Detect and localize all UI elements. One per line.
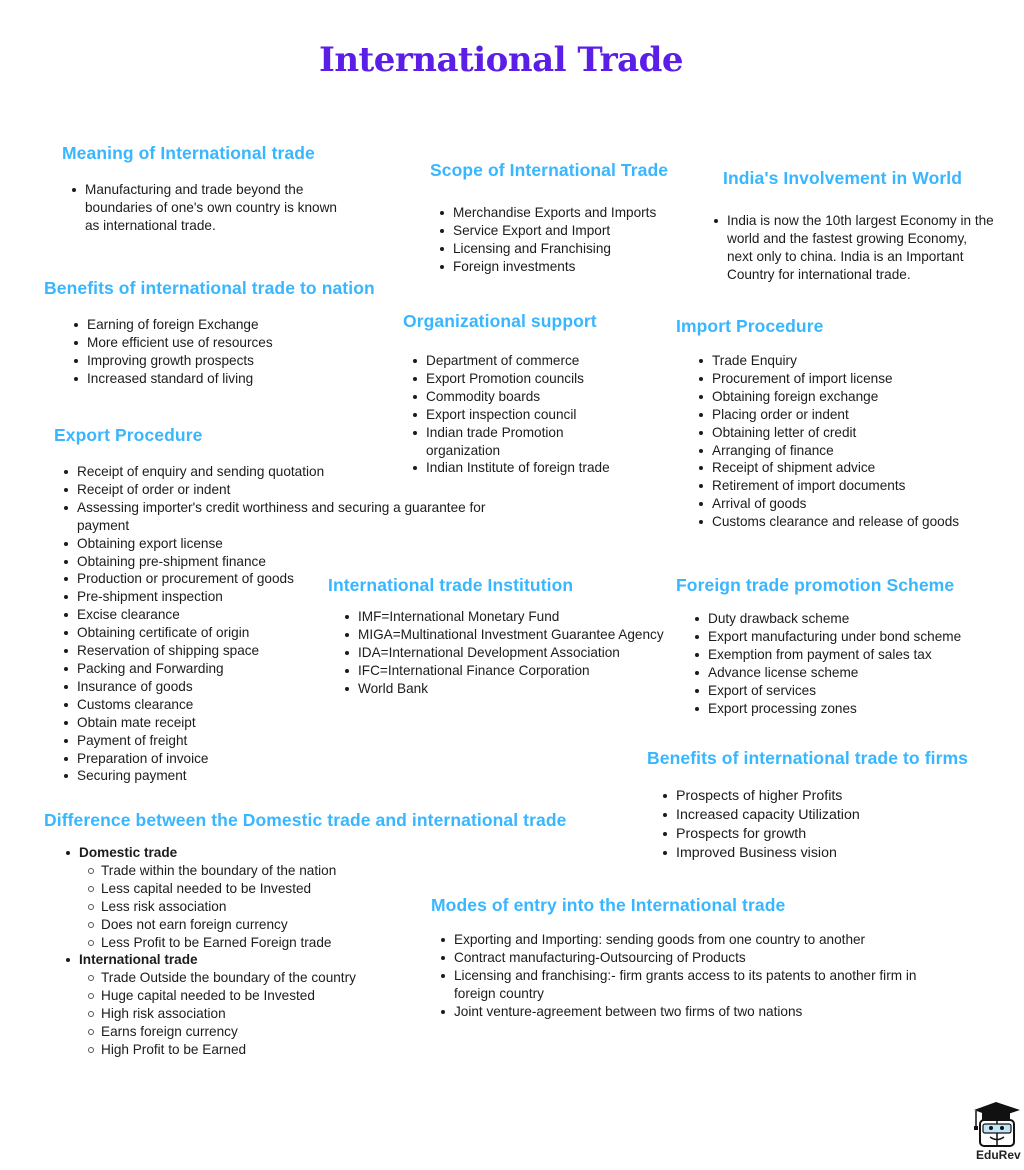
bullet-list: [699, 352, 1006, 531]
bullet-list: [441, 931, 931, 1021]
list-item: Increased standard of living: [74, 370, 404, 388]
bullet-list: [345, 608, 678, 698]
list-item: IFC=International Finance Corporation: [345, 662, 678, 680]
section-heading: Difference between the Domestic trade and international trade: [44, 810, 567, 830]
list-item: High risk association: [88, 1005, 604, 1023]
list-item: Manufacturing and trade beyond the boundaries of one's own country is known as international trade.: [72, 181, 347, 235]
list-item: Placing order or indent: [699, 406, 1006, 424]
list-item: Does not earn foreign currency: [88, 916, 604, 934]
section-heading: Scope of International Trade: [430, 160, 669, 180]
section-india-involvement: [723, 168, 1013, 284]
bullet-list: [663, 787, 1007, 863]
list-item: MIGA=Multinational Investment Guarantee Agency: [345, 626, 678, 644]
list-item: Indian trade Promotion organization: [413, 424, 596, 460]
list-item: Arrival of goods: [699, 495, 1006, 513]
list-item: Duty drawback scheme: [695, 610, 1006, 628]
bullet-list: [695, 610, 1006, 717]
list-item: Advance license scheme: [695, 664, 1006, 682]
list-item: Huge capital needed to be Invested: [88, 987, 604, 1005]
list-item: Increased capacity Utilization: [663, 806, 1007, 825]
bullet-list: [72, 181, 347, 235]
list-item: Joint venture-agreement between two firms of two nations: [441, 1003, 931, 1021]
section-import-procedure: [676, 316, 1006, 531]
list-item: Less risk association: [88, 898, 604, 916]
list-item: Export manufacturing under bond scheme: [695, 628, 1006, 646]
list-item: Securing payment: [64, 767, 504, 785]
list-item: Customs clearance: [64, 696, 504, 714]
section-heading: International trade Institution: [328, 575, 574, 595]
list-item: Improving growth prospects: [74, 352, 404, 370]
list-item: Exemption from payment of sales tax: [695, 646, 1006, 664]
list-item: Obtain mate receipt: [64, 714, 504, 732]
list-item: Less Profit to be Earned Foreign trade: [88, 934, 604, 952]
bullet-list: [74, 316, 404, 388]
list-item: Payment of freight: [64, 732, 504, 750]
list-item: Export processing zones: [695, 700, 1006, 718]
page-title: International Trade: [318, 40, 684, 80]
list-item: Export of services: [695, 682, 1006, 700]
list-item: Licensing and franchising:- firm grants access to its patents to another firm in foreign country: [441, 967, 919, 1003]
list-item: Preparation of invoice: [64, 750, 504, 768]
section-scope: [430, 160, 710, 276]
edurev-logo-text: EduRev: [976, 1148, 1021, 1162]
list-item: Obtaining letter of credit: [699, 424, 1006, 442]
list-item: Earns foreign currency: [88, 1023, 604, 1041]
list-item: Merchandise Exports and Imports: [440, 204, 710, 222]
group-label-domestic: Domestic trade: [66, 844, 604, 862]
section-heading: Organizational support: [403, 311, 597, 331]
list-item: More efficient use of resources: [74, 334, 404, 352]
section-heading: India's Involvement in World: [723, 168, 963, 188]
section-benefits-nation: [44, 278, 404, 388]
list-item: High Profit to be Earned: [88, 1041, 604, 1059]
section-heading: Export Procedure: [54, 425, 203, 445]
list-item: Obtaining pre-shipment finance: [64, 553, 504, 571]
section-heading: Import Procedure: [676, 316, 824, 336]
list-item: IMF=International Monetary Fund: [345, 608, 678, 626]
section-heading: Benefits of international trade to firms: [647, 748, 968, 768]
list-item: Prospects for growth: [663, 825, 1007, 844]
list-item: Trade within the boundary of the nation: [88, 862, 604, 880]
bullet-list: [440, 204, 710, 276]
list-item: Obtaining foreign exchange: [699, 388, 1006, 406]
list-item: Less capital needed to be Invested: [88, 880, 604, 898]
section-heading: Benefits of international trade to nation: [44, 278, 375, 298]
section-modes-of-entry: [431, 895, 931, 1021]
list-item: Commodity boards: [413, 388, 643, 406]
list-item: Obtaining certificate of origin: [64, 624, 504, 642]
list-item: Indian Institute of foreign trade: [413, 459, 643, 477]
list-item: Procurement of import license: [699, 370, 1006, 388]
list-item: Assessing importer's credit worthiness and securing a guarantee for payment: [64, 499, 504, 535]
list-item: Receipt of shipment advice: [699, 459, 1006, 477]
list-item: Export inspection council: [413, 406, 643, 424]
list-item: Trade Enquiry: [699, 352, 1006, 370]
bullet-list: [714, 212, 994, 284]
list-item: IDA=International Development Association: [345, 644, 678, 662]
section-promotion-scheme: [676, 575, 1006, 717]
group-label-international: International trade: [66, 951, 604, 969]
list-item: Export Promotion councils: [413, 370, 643, 388]
list-item: Receipt of enquiry and sending quotation: [64, 463, 504, 481]
section-heading: Foreign trade promotion Scheme: [676, 575, 955, 595]
section-trade-institutions: [328, 575, 678, 698]
list-item: Exporting and Importing: sending goods from one country to another: [441, 931, 931, 949]
list-item: Trade Outside the boundary of the country: [88, 969, 604, 987]
list-item: Excise clearance: [64, 606, 504, 624]
list-item: India is now the 10th largest Economy in the world and the fastest growing Economy, next only to china. India is an Important Country for international trade.: [714, 212, 994, 284]
list-item: Department of commerce: [413, 352, 643, 370]
list-item: Reservation of shipping space: [64, 642, 504, 660]
list-item: Foreign investments: [440, 258, 710, 276]
list-item: Obtaining export license: [64, 535, 504, 553]
list-item: World Bank: [345, 680, 678, 698]
list-item: Service Export and Import: [440, 222, 710, 240]
list-item: Improved Business vision: [663, 844, 1007, 863]
list-item: Earning of foreign Exchange: [74, 316, 404, 334]
list-item: Insurance of goods: [64, 678, 504, 696]
list-item: Arranging of finance: [699, 442, 1006, 460]
list-item: Contract manufacturing-Outsourcing of Products: [441, 949, 931, 967]
section-heading: Meaning of International trade: [62, 143, 315, 163]
section-meaning: [62, 143, 362, 235]
list-item: Pre-shipment inspection: [64, 588, 504, 606]
list-item: Production or procurement of goods: [64, 570, 504, 588]
list-item: Customs clearance and release of goods: [699, 513, 1006, 531]
section-heading: Modes of entry into the International trade: [431, 895, 786, 915]
list-item: Prospects of higher Profits: [663, 787, 1007, 806]
section-benefits-firms: [647, 748, 1007, 863]
list-item: Packing and Forwarding: [64, 660, 504, 678]
list-item: Receipt of order or indent: [64, 481, 504, 499]
list-item: Retirement of import documents: [699, 477, 1006, 495]
list-item: Licensing and Franchising: [440, 240, 710, 258]
